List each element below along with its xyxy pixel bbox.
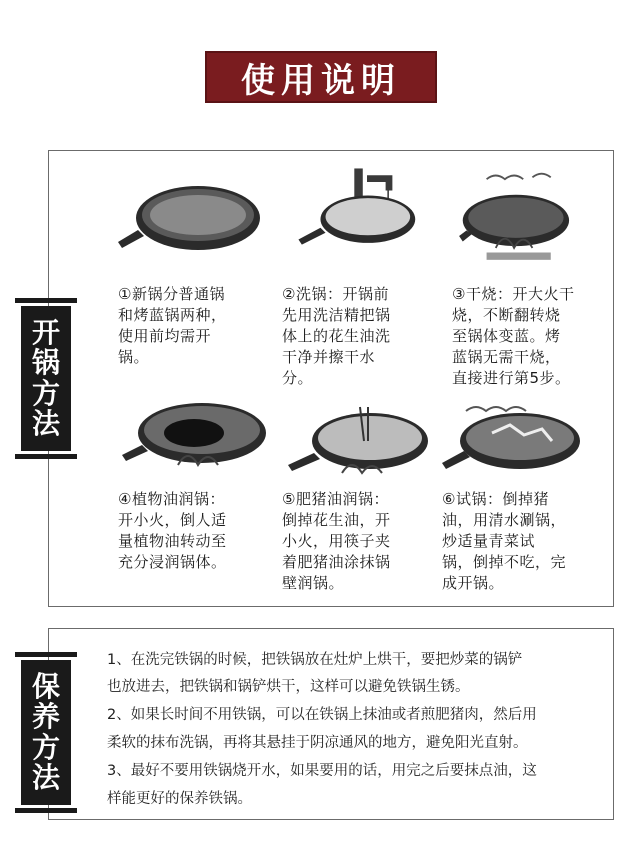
- care-method-label: [21, 660, 71, 805]
- label-char: 法: [31, 406, 60, 440]
- step-text: ④植物油润锅： 开小火，倒人适 量植物油转动至 充分浸润锅体。: [118, 490, 227, 571]
- step-text: ②洗锅：开锅前 先用洗洁精把锅 体上的花生油洗 干净并擦干水 分。: [282, 285, 391, 387]
- title-banner: [205, 51, 437, 103]
- care-line: 柔软的抹布洗锅，再将其悬挂于阴凉通风的地方，避免阳光直射。: [107, 735, 528, 751]
- care-line: 1、在洗完铁锅的时候，把铁锅放在灶炉上烘干，要把炒菜的锅铲: [107, 652, 523, 668]
- care-line: 也放进去，把铁锅和锅铲烘干，这样可以避免铁锅生锈。: [107, 679, 470, 695]
- label-char: 法: [31, 760, 60, 794]
- step-text: ③干烧：开大火干 烧，不断翻转烧 至锅体变蓝。烤 蓝锅无需干烧， 直接进行第5步。: [452, 285, 575, 387]
- care-line: 3、最好不要用铁锅烧开水，如果要用的话，用完之后要抹点油，这: [107, 763, 537, 779]
- vegetable-oil-wok-illustration: [118, 390, 288, 500]
- step-text: ①新锅分普通锅 和烤蓝锅两种， 使用前均需开 锅。: [118, 285, 227, 366]
- washing-wok-illustration: [282, 160, 452, 270]
- label-char: 锅: [31, 346, 60, 380]
- step-text: ⑤肥猪油润锅： 倒掉花生油，开 小火，用筷子夹 着肥猪油涂抹锅 壁润锅。: [282, 490, 391, 592]
- dry-heat-wok-illustration: [452, 170, 622, 280]
- step-text: ⑥试锅：倒掉猪 油，用清水涮锅， 炒适量青菜试 锅，倒掉不吃，完 成开锅。: [442, 490, 567, 592]
- label-char: 方: [31, 376, 60, 410]
- care-line: 2、如果长时间不用铁锅，可以在铁锅上抹油或者煎肥猪肉，然后用: [107, 707, 537, 723]
- label-char: 方: [31, 730, 60, 764]
- new-wok-illustration: [118, 180, 288, 290]
- label-char: 开: [31, 316, 60, 350]
- label-char: 养: [31, 700, 60, 734]
- opening-method-label: [21, 306, 71, 451]
- care-line: 样能更好的保养铁锅。: [107, 791, 252, 807]
- page-title: 使用说明: [205, 51, 437, 103]
- label-char: 保: [31, 670, 60, 704]
